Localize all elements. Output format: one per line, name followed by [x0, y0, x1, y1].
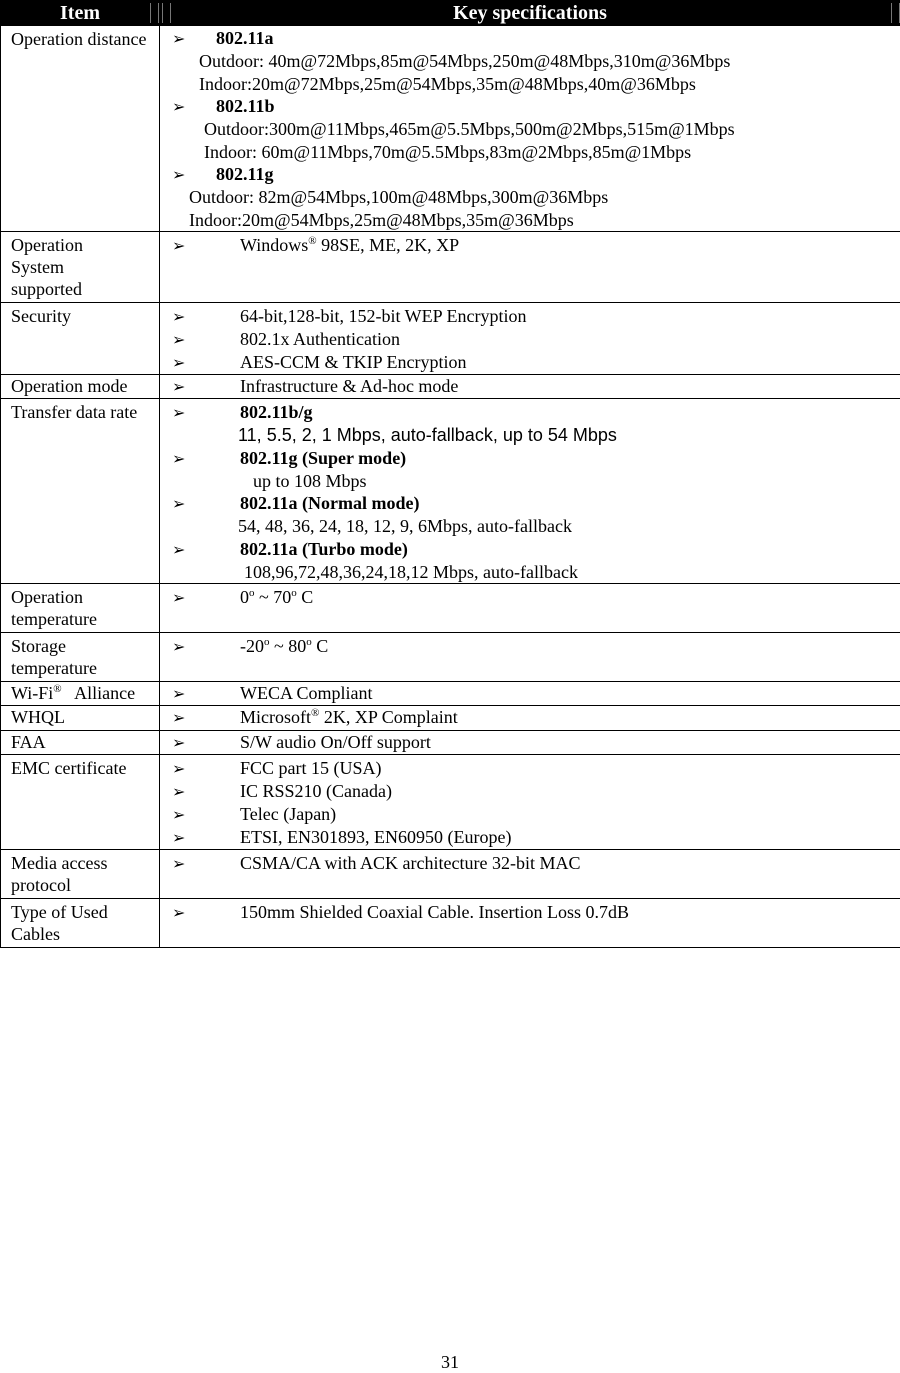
table-row — [1, 26, 900, 232]
bullet-arrow-icon: ➢ — [172, 305, 185, 328]
row-specs: ➢ -20$^o$ ~ 80$^o$ C — [160, 633, 900, 682]
table-row — [1, 399, 900, 584]
table-row — [1, 850, 900, 899]
table-row — [1, 232, 900, 303]
bullet-arrow-icon: ➢ — [172, 538, 185, 561]
row-specs: ➢ 802.11b/g 11, 5.5, 2, 1 Mbps, auto-fallback, up to 54 Mbps ➢ 802.11g (Super mode) up to 108 Mbps ➢ 802.11a (Normal mode) 54, 48, 36, 24, 18, 12, 9, 6Mbps, auto-fallback ➢ 802.11a (Turbo mode) 108,96,72,48,36,24,18,12 Mbps, auto-fallback — [160, 399, 900, 584]
bullet-arrow-icon: ➢ — [172, 826, 185, 849]
page-number: 31 — [0, 1352, 900, 1373]
row-specs: ➢ S/W audio On/Off support — [160, 731, 900, 755]
bullet-arrow-icon: ➢ — [172, 682, 185, 705]
table-row — [1, 755, 900, 850]
table-header-row — [1, 1, 900, 26]
table-row — [1, 899, 900, 948]
bullet-arrow-icon: ➢ — [172, 401, 185, 424]
bullet-arrow-icon: ➢ — [172, 706, 185, 729]
bullet-arrow-icon: ➢ — [172, 731, 185, 754]
bullet-arrow-icon: ➢ — [172, 901, 185, 924]
bullet-arrow-icon: ➢ — [172, 27, 185, 50]
bullet-arrow-icon: ➢ — [172, 780, 185, 803]
row-specs: ➢ Windows® 98SE, ME, 2K, XP — [160, 232, 900, 303]
row-label: Type of Used Cables — [1, 899, 160, 948]
table-row — [1, 584, 900, 633]
row-label: Operation mode — [1, 375, 160, 399]
row-label: Media access protocol — [1, 850, 160, 899]
row-label: Operation distance — [1, 26, 160, 232]
bullet-arrow-icon: ➢ — [172, 635, 185, 658]
bullet-arrow-icon: ➢ — [172, 95, 185, 118]
bullet-arrow-icon: ➢ — [172, 163, 185, 186]
row-label: EMC certificate — [1, 755, 160, 850]
bullet-arrow-icon: ➢ — [172, 852, 185, 875]
row-label: Operation temperature — [1, 584, 160, 633]
header-specs: Key specifications — [160, 1, 900, 26]
row-label: Storage temperature — [1, 633, 160, 682]
row-specs: ➢ 150mm Shielded Coaxial Cable. Insertion Loss 0.7dB — [160, 899, 900, 948]
bullet-arrow-icon: ➢ — [172, 328, 185, 351]
row-label: Operation System supported — [1, 232, 160, 303]
bullet-arrow-icon: ➢ — [172, 803, 185, 826]
row-specs: ➢ FCC part 15 (USA) ➢ IC RSS210 (Canada) ➢ Telec (Japan) ➢ ETSI, EN301893, EN60950 (Europe) — [160, 755, 900, 850]
header-item: Item — [1, 1, 160, 26]
row-label: FAA — [1, 731, 160, 755]
bullet-arrow-icon: ➢ — [172, 351, 185, 374]
bullet-arrow-icon: ➢ — [172, 586, 185, 609]
bullet-arrow-icon: ➢ — [172, 757, 185, 780]
row-label: Wi-Fi® Alliance — [1, 682, 160, 706]
table-row — [1, 375, 900, 399]
bullet-arrow-icon: ➢ — [172, 234, 185, 257]
row-label: Security — [1, 303, 160, 375]
row-label: Transfer data rate — [1, 399, 160, 584]
row-specs: ➢ 64-bit,128-bit, 152-bit WEP Encryption ➢ 802.1x Authentication ➢ AES-CCM & TKIP Encryption — [160, 303, 900, 375]
row-specs: ➢ 802.11a Outdoor: 40m@72Mbps,85m@54Mbps,250m@48Mbps,310m@36Mbps Indoor:20m@72Mbps,25m@54Mbps,35m@48Mbps,40m@36Mbps ➢ 802.11b Outdoor:300m@11Mbps,465m@5.5Mbps,500m@2Mbps,515m@1Mbps Indoor: 60m@11Mbps,70m@5.5Mbps,83m@2Mbps,85m@1Mbps ➢ 802.11g Outdoor: 82m@54Mbps,100m@48Mbps,300m@36Mbps Indoor:20m@54Mbps,25m@48Mbps,35m@36Mbps — [160, 26, 900, 232]
table-row — [1, 731, 900, 755]
row-specs: ➢ Microsoft® 2K, XP Complaint — [160, 706, 900, 731]
table-row — [1, 706, 900, 731]
row-label: WHQL — [1, 706, 160, 731]
row-specs: ➢ 0$^o$ ~ 70$^o$ C — [160, 584, 900, 633]
bullet-arrow-icon: ➢ — [172, 447, 185, 470]
row-specs: ➢ Infrastructure & Ad-hoc mode — [160, 375, 900, 399]
row-specs: ➢ WECA Compliant — [160, 682, 900, 706]
table-row — [1, 633, 900, 682]
row-specs: ➢ CSMA/CA with ACK architecture 32-bit MAC — [160, 850, 900, 899]
bullet-arrow-icon: ➢ — [172, 375, 185, 398]
bullet-arrow-icon: ➢ — [172, 492, 185, 515]
table-row — [1, 303, 900, 375]
table-row — [1, 682, 900, 706]
